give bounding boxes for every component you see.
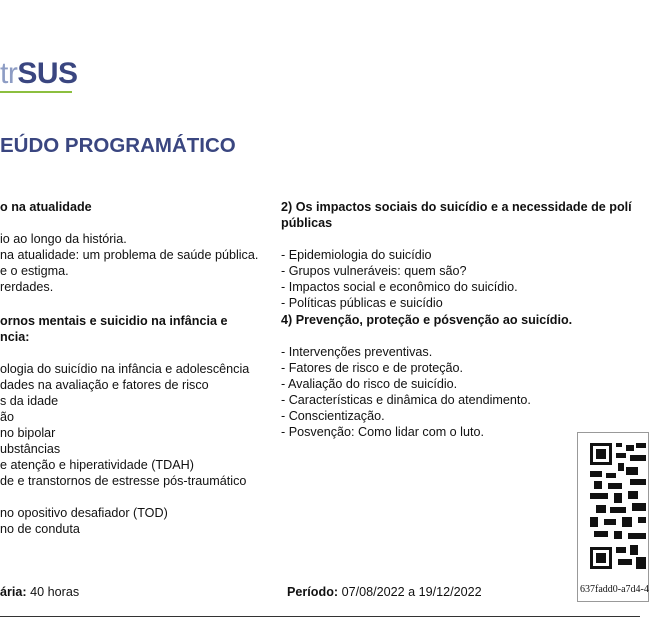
list-item: no de conduta: [0, 522, 80, 536]
list-item: [0, 489, 258, 505]
list-item: - Posvenção: Como lidar com o luto.: [281, 425, 484, 439]
period: Período: 07/08/2022 a 19/12/2022: [287, 585, 482, 599]
list-item: dades na avaliação e fatores de risco: [0, 378, 209, 392]
list-item: ão: [0, 410, 15, 424]
list-item: e atenção e hiperatividade (TDAH): [0, 458, 194, 472]
section-3-heading-cont: ncia:: [0, 330, 30, 344]
bottom-divider: [0, 616, 640, 617]
list-item: ubstâncias: [0, 442, 61, 456]
list-item: de e transtornos de estresse pós-traumático: [0, 474, 247, 488]
list-item: - Impactos social e econômico do suicídio.: [281, 280, 518, 294]
list-item: e o estigma.: [0, 264, 69, 278]
qr-code-image: [590, 443, 646, 573]
section-2-heading: 2) Os impactos sociais do suicídio e a necessidade de polí: [281, 200, 632, 214]
list-item: - Fatores de risco e de proteção.: [281, 361, 464, 375]
list-item: ologia do suicídio na infância e adolescência: [0, 362, 250, 376]
list-item: rerdades.: [0, 280, 54, 294]
list-item: s da idade: [0, 394, 59, 408]
section-4-heading: 4) Prevenção, proteção e pósvenção ao suicídio.: [281, 313, 573, 327]
section-1-heading: o na atualidade: [0, 200, 92, 214]
list-item: - Avaliação do risco de suicídio.: [281, 377, 458, 391]
verification-code: 637fadd0-a7d4-4: [580, 584, 649, 595]
list-item: - Conscientização.: [281, 409, 385, 423]
list-item: - Políticas públicas e suicídio: [281, 296, 443, 310]
list-item: - Características e dinâmica do atendimento.: [281, 393, 531, 407]
left-column: [0, 199, 258, 537]
section-2-heading-cont: públicas: [281, 216, 333, 230]
list-item: no bipolar: [0, 426, 56, 440]
workload: ária: 40 horas: [0, 585, 80, 599]
qr-code-box: [577, 432, 649, 602]
logo-underline: [0, 91, 72, 93]
page-title: EÚDO PROGRAMÁTICO: [0, 134, 236, 157]
list-item: no opositivo desafiador (TOD): [0, 506, 168, 520]
list-item: - Intervenções preventivas.: [281, 345, 433, 359]
list-item: na atualidade: um problema de saúde pública.: [0, 248, 259, 262]
section-3-heading: ornos mentais e suicidio na infância e: [0, 314, 228, 328]
list-item: io ao longo da história.: [0, 232, 127, 246]
right-column: [281, 199, 632, 440]
logo: trSUS: [0, 57, 78, 90]
list-item: - Epidemiologia do suicídio: [281, 248, 432, 262]
list-item: - Grupos vulneráveis: quem são?: [281, 264, 467, 278]
